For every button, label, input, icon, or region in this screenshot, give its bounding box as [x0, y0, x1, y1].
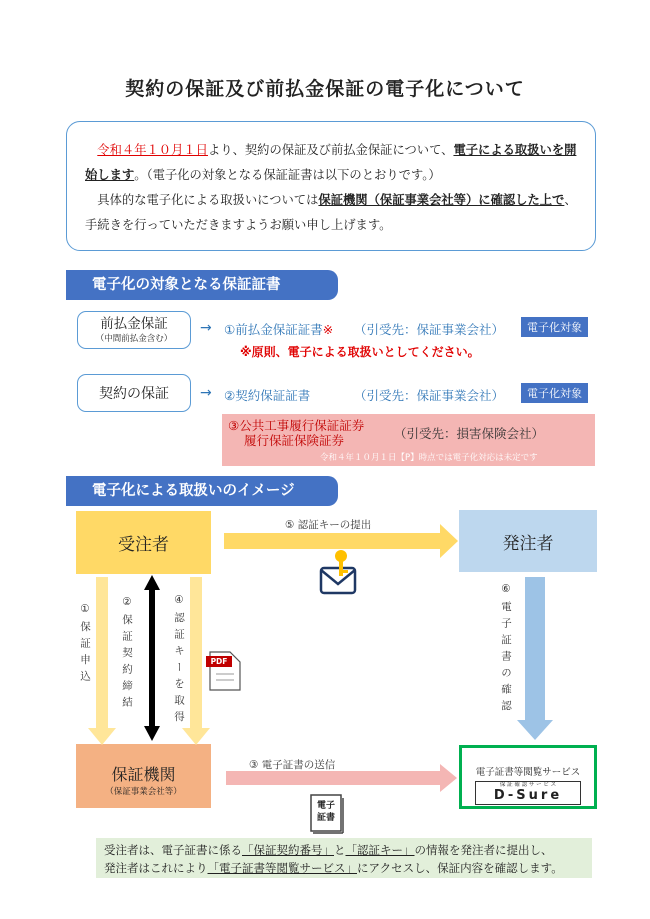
- client-label: 発注者: [502, 533, 554, 554]
- page-title: 契約の保証及び前払金保証の電子化について: [125, 78, 525, 100]
- step2-label: ②保証契約締結: [121, 596, 133, 713]
- contractor-label: 受注者: [118, 535, 169, 555]
- pdf-label: PDF: [210, 657, 228, 666]
- intro-text: より、契約の保証及び前払金保証について、: [207, 143, 454, 157]
- intro-emphasis: 保証機関（保証事業会社等）に確認した上で: [318, 193, 565, 207]
- arrow-icon: →: [200, 320, 212, 336]
- dsure-service-box: [459, 745, 597, 809]
- guarantor-sublabel: （保証事業会社等）: [105, 787, 182, 797]
- footer-text: の情報を発注者に提出し、: [414, 843, 553, 857]
- koukyo-note: 令和４年１０月１日【P】時点では電子化対応は未定です: [320, 453, 538, 463]
- maekin-mark: ※: [322, 322, 334, 337]
- service-title: 電子証書等閲覧サービス: [475, 767, 581, 778]
- keiyaku-label: 契約の保証: [99, 386, 169, 402]
- arrow-step6: [517, 577, 553, 740]
- footer-text: と: [334, 843, 346, 857]
- dsure-logo: [475, 781, 581, 805]
- service-logo: D-Sure: [493, 788, 563, 803]
- koukyo-line1: ③公共工事履行保証証券: [228, 418, 365, 433]
- intro-date: 令和４年１０月１日: [97, 143, 208, 157]
- footer-line-1: [104, 841, 592, 859]
- arrow-icon: →: [200, 385, 212, 401]
- guarantor-label: 保証機関: [111, 765, 176, 784]
- maekin-sublabel: （中間前払金含む）: [95, 334, 173, 344]
- intro-text: 具体的な電子化による取扱いについては: [97, 193, 319, 207]
- section-heading-image: 電子化による取扱いのイメージ: [66, 476, 338, 506]
- maekin-label: 前払金保証: [100, 316, 168, 332]
- step1-label: ①保証申込: [79, 603, 91, 687]
- footer-text: 受注者は、電子証書に係る: [104, 843, 242, 857]
- keiyaku-item: ②契約保証証書: [224, 388, 311, 403]
- maekin-receiver: （引受先：保証事業会社）: [354, 322, 505, 337]
- footer-emphasis: 「電子証書等閲覧サービス」: [207, 861, 357, 875]
- step4-label: ④認証キーを取得: [173, 594, 185, 728]
- intro-text: 、手続きを行っていただきますようお願い申し上げます。: [85, 193, 577, 232]
- keiyaku-receiver: （引受先：保証事業会社）: [354, 388, 505, 403]
- koukyo-receiver: （引受先：損害保険会社）: [394, 426, 545, 441]
- intro-emphasis: 電子による取扱いを開始します: [85, 143, 577, 182]
- footer-line-2: [104, 859, 592, 877]
- intro-text: 。（電子化の対象となる保証証書は以下のとおりです。）: [134, 168, 441, 182]
- footer-emphasis: 「認証キー」: [345, 843, 415, 857]
- maekin-item-label: ①前払金保証証書: [224, 322, 323, 337]
- step5-label: ⑤ 認証キーの提出: [285, 519, 372, 531]
- arrow-step2: [144, 575, 160, 741]
- maekin-note: ※原則、電子による取扱いとしてください。: [240, 345, 480, 359]
- maekin-badge: 電子化対象: [521, 317, 588, 337]
- footer-emphasis: 「保証契約番号」: [242, 843, 334, 857]
- step6-label: ⑥電子証書の確認: [500, 583, 512, 717]
- koukyo-line2: 履行保証保険証券: [244, 433, 345, 448]
- key-envelope-icon: [321, 550, 355, 593]
- step3-label: ③ 電子証書の送信: [249, 759, 336, 771]
- footer-note: [96, 838, 592, 878]
- service-small: 保 証 確 認 サ ー ビ ス: [499, 782, 557, 788]
- keiyaku-badge: 電子化対象: [521, 383, 588, 403]
- footer-text: にアクセスし、保証内容を確認します。: [357, 861, 563, 875]
- section-heading-targets: 電子化の対象となる保証証書: [66, 270, 338, 300]
- footer-text: 発注者はこれにより: [104, 861, 208, 875]
- document-label: 電子証書: [316, 801, 335, 823]
